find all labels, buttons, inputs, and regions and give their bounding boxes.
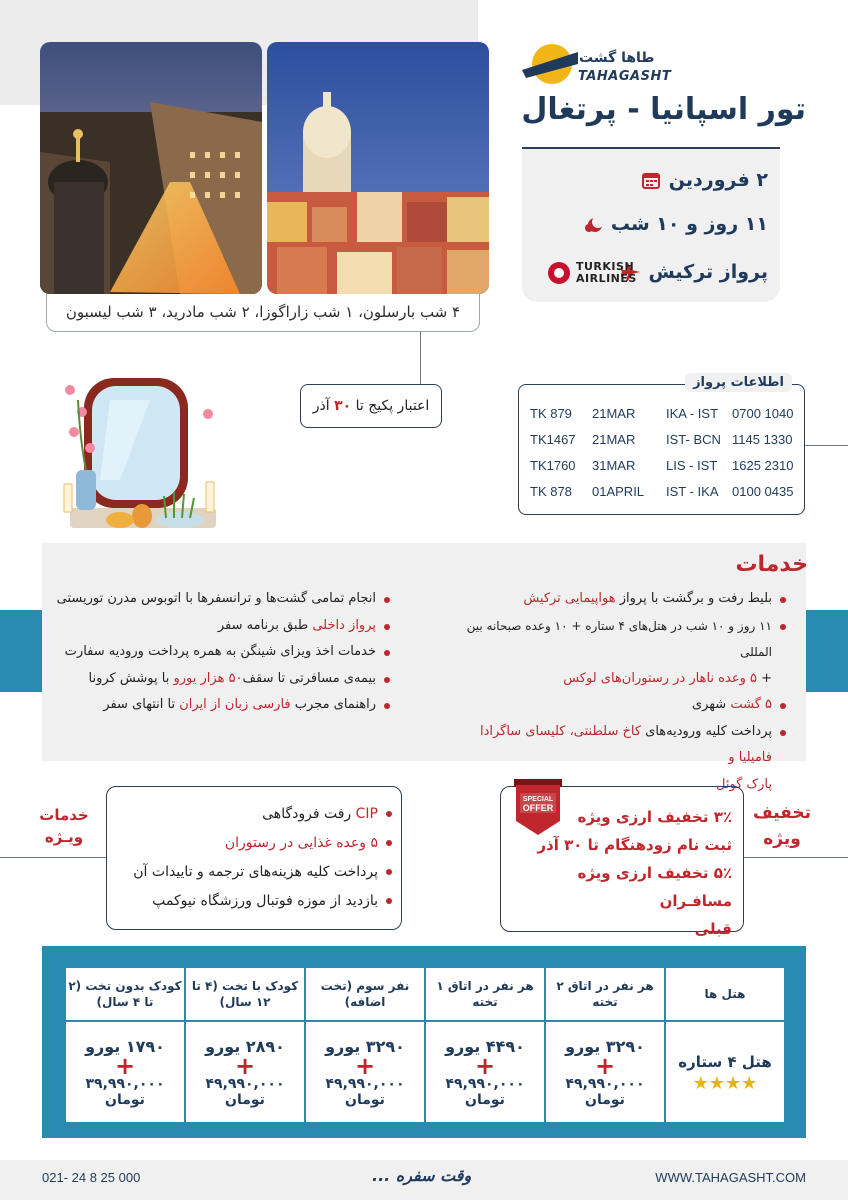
phone-number[interactable]: 021- 24 8 25 000 <box>42 1170 141 1185</box>
price-cell: ۳۲۹۰ یورو + ۴۹,۹۹۰,۰۰۰ تومان <box>306 1022 424 1122</box>
flight-number: TK 878 <box>530 484 572 499</box>
price-header-row <box>66 968 784 1020</box>
cities-nights: ۴ شب بارسلون، ۱ شب زاراگوزا، ۲ شب مادرید، ۳ شب لیسبون <box>46 294 480 332</box>
plus-icon: + <box>354 1051 376 1080</box>
slogan: وقت سفره ... <box>372 1166 472 1185</box>
connector-line <box>420 332 421 384</box>
discount-text <box>532 803 732 943</box>
lisbon-photo <box>267 42 489 294</box>
special-item: بازدید از موزه فوتبال ورزشگاه نیوکمپ <box>120 887 392 916</box>
discount-line: ۵٪ تخفیف ارزی ویژه مسافـران <box>577 864 732 910</box>
discount-label: تخفیف ویژه <box>752 800 812 852</box>
flight-route: IST - IKA <box>666 484 719 499</box>
services-list-left <box>55 586 390 719</box>
flight-route: IKA - IST <box>666 406 719 421</box>
discount-connector <box>744 857 848 858</box>
special-item: ۵ وعده غذایی در رستوران <box>120 829 392 858</box>
flight-date: 01APRIL <box>592 484 645 499</box>
tour-info-box <box>522 147 780 302</box>
discount-line: قبلی <box>694 920 732 938</box>
badge-line1: SPECIAL <box>522 796 554 803</box>
flight-number: TK 879 <box>530 406 572 421</box>
discount-line: ثبت نام زودهنگام تا ۳۰ آذر <box>537 836 732 854</box>
flight-number: TK1760 <box>530 458 576 473</box>
service-item: + ۵ وعده ناهار در رستوران‌های لوکس <box>563 670 772 686</box>
service-item: بلیط رفت و برگشت با پرواز هواپیمایی ترکیش <box>451 586 786 613</box>
flight-rows <box>518 384 805 515</box>
validity-suffix: آذر <box>312 398 330 414</box>
header-double: هر نفر در اتاق ۲ تخته <box>546 968 664 1020</box>
discount-line: ۳٪ تخفیف ارزی ویژه <box>577 808 732 826</box>
badge-line2: OFFER <box>522 803 554 813</box>
service-item: راهنمای مجرب فارسی زبان از ایران تا انتهای سفر <box>55 692 390 719</box>
price-table <box>64 966 786 1124</box>
flight-number: TK1467 <box>530 432 576 447</box>
price-cell: ۴۴۹۰ یورو + ۴۹,۹۹۰,۰۰۰ تومان <box>426 1022 544 1122</box>
website-link[interactable]: WWW.TAHAGASHT.COM <box>655 1170 806 1185</box>
flight-time: 1625 2310 <box>732 458 794 473</box>
flight-date: 21MAR <box>592 432 636 447</box>
airline-logo-line2: AIRLINES <box>576 272 637 285</box>
moon-sun-icon <box>583 214 603 234</box>
madrid-photo <box>40 42 262 294</box>
hotel-cell <box>666 1022 784 1122</box>
flight-time: 0700 1040 <box>732 406 794 421</box>
logo-text-en: TAHAGASHT <box>578 69 672 84</box>
tour-date: ۲ فروردین <box>668 169 768 191</box>
validity-prefix: اعتبار پکیج تا <box>355 398 430 414</box>
tour-duration: ۱۱ روز و ۱۰ شب <box>610 213 768 235</box>
price-row <box>66 1022 784 1122</box>
service-item: بیمه‌ی مسافرتی تا سقف۵۰ هزار یورو با پوشش کرونا <box>55 666 390 693</box>
footer <box>0 1160 848 1200</box>
haftsin-illustration <box>60 370 220 540</box>
turkish-airlines-logo <box>548 261 637 285</box>
header-child-bed: کودک با تخت (۴ تا ۱۲ سال) <box>186 968 304 1020</box>
service-item: ۵ گشت شهری <box>451 692 786 719</box>
service-item: خدمات اخذ ویزای شینگن به همره پرداخت ورودیه سفارت <box>55 639 390 666</box>
special-connector <box>0 857 106 858</box>
airline-logo-line1: TURKISH <box>576 260 635 273</box>
calendar-icon <box>641 170 661 190</box>
package-validity <box>300 384 442 428</box>
flight-time: 0100 0435 <box>732 484 794 499</box>
price-cell: ۳۲۹۰ یورو + ۴۹,۹۹۰,۰۰۰ تومان <box>546 1022 664 1122</box>
flight-date: 21MAR <box>592 406 636 421</box>
special-services-list <box>120 800 392 916</box>
hotel-name: هتل ۴ ستاره <box>678 1052 772 1071</box>
service-item: پارک گوئل <box>716 776 772 792</box>
validity-date: ۳۰ <box>334 398 352 414</box>
flight-info-label: اطلاعات پرواز <box>685 373 792 392</box>
service-item: پرواز داخلی طبق برنامه سفر <box>55 613 390 640</box>
flight-connector <box>805 445 848 446</box>
duration-row <box>583 213 768 235</box>
services-list-right <box>451 586 786 798</box>
tour-title: تور اسپانیا - پرتغال <box>521 92 806 127</box>
header-child-nobed: کودک بدون تخت (۲ تا ۴ سال) <box>66 968 184 1020</box>
service-item: پرداخت کلیه ورودیه‌های کاخ سلطنتی، کلیسای ساگرادا فامیلیا و <box>451 719 786 772</box>
plus-icon: + <box>594 1051 616 1080</box>
service-item: ۱۱ روز و ۱۰ شب در هتل‌های ۴ ستاره + ۱۰ وعده صبحانه بین المللی <box>451 613 786 666</box>
logo-mark-icon <box>522 42 578 88</box>
special-item: CIP رفت فرودگاهی <box>120 800 392 829</box>
plus-icon: + <box>474 1051 496 1080</box>
header-extra-bed: نفر سوم (تخت اضافه) <box>306 968 424 1020</box>
flight-route: LIS - IST <box>666 458 718 473</box>
price-cell: ۱۷۹۰ یورو + ۳۹,۹۹۰,۰۰۰ تومان <box>66 1022 184 1122</box>
service-item: انجام تمامی گشت‌ها و ترانسفرها با اتوبوس مدرن توریستی <box>55 586 390 613</box>
star-rating: ★★★★ <box>692 1072 758 1094</box>
flight-row <box>621 261 768 283</box>
header-single: هر نفر در اتاق ۱ تخته <box>426 968 544 1020</box>
special-item: پرداخت کلیه هزینه‌های ترجمه و تاییدات آن <box>120 858 392 887</box>
flight-airline: پرواز ترکیش <box>648 261 768 283</box>
services-title: خدمات <box>735 552 808 577</box>
flight-time: 1145 1330 <box>732 432 793 447</box>
flight-date: 31MAR <box>592 458 636 473</box>
plus-icon: + <box>234 1051 256 1080</box>
logo-text-fa: طاها گشت <box>579 50 655 66</box>
header-hotels: هتل ها <box>666 968 784 1020</box>
price-cell: ۲۸۹۰ یورو + ۴۹,۹۹۰,۰۰۰ تومان <box>186 1022 304 1122</box>
flight-route: IST- BCN <box>666 432 721 447</box>
date-row <box>641 169 768 191</box>
turkish-airlines-icon <box>548 262 570 284</box>
tahagasht-logo <box>522 42 672 88</box>
plus-icon: + <box>114 1051 136 1080</box>
special-services-label: خدمات ویـژه <box>39 806 89 846</box>
